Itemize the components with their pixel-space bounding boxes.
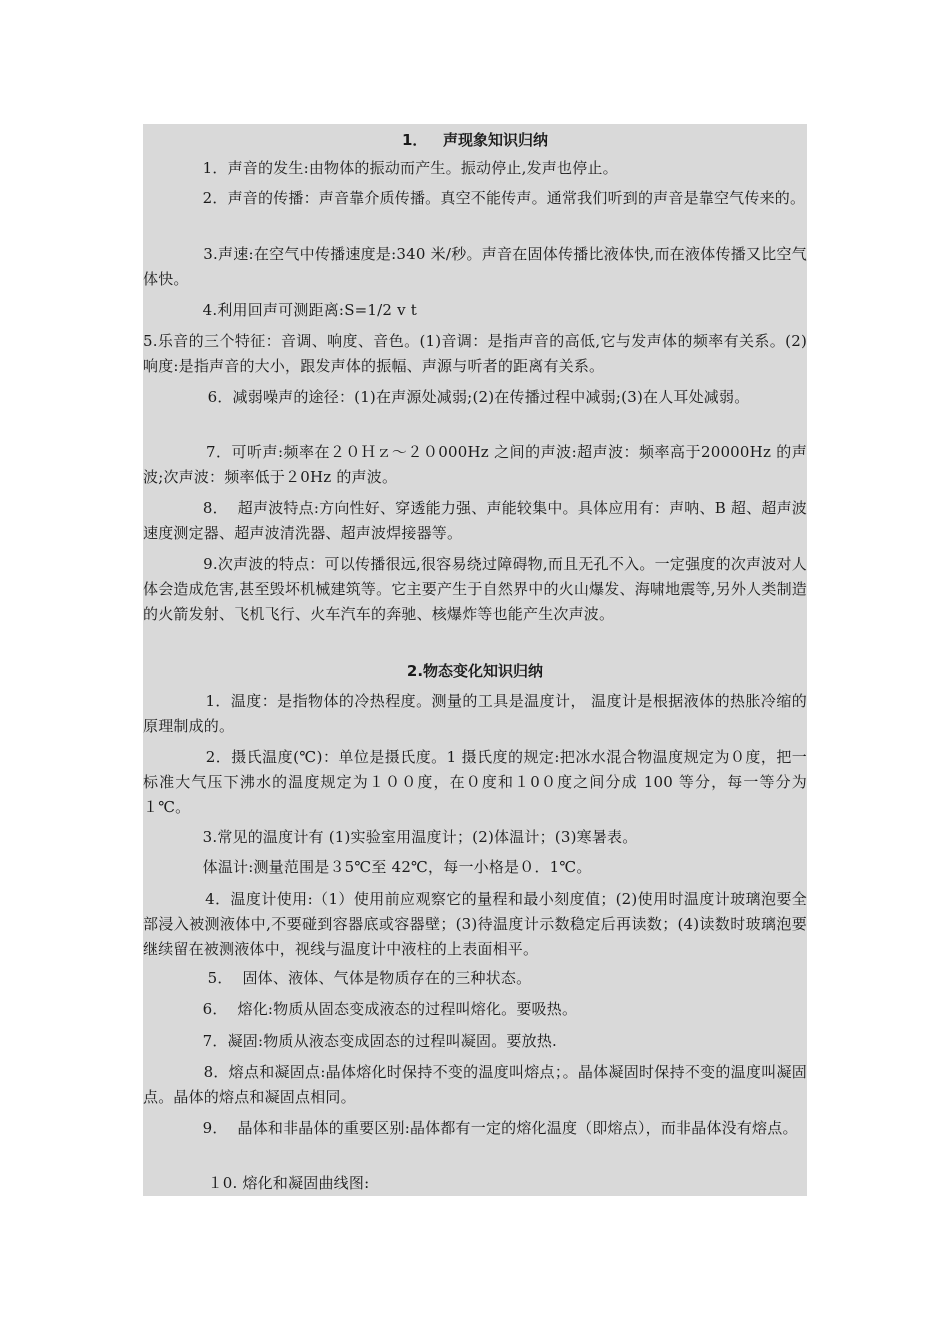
s2-paragraph-9: 8．熔点和凝固点:晶体熔化时保持不变的温度叫熔点；。晶体凝固时保持不变的温度叫凝固点。晶体的熔点和凝固点相同。 — [143, 1063, 807, 1106]
s1-paragraph-2: 2．声音的传播：声音靠介质传播。真空不能传声。通常我们听到的声音是靠空气传来的。 — [143, 189, 806, 207]
document-body — [143, 124, 807, 1196]
s1-paragraph-6: 6．减弱噪声的途径：(1)在声源处减弱;(2)在传播过程中减弱;(3)在人耳处减弱。 — [143, 388, 750, 406]
s1-paragraph-5: 5.乐音的三个特征：音调、响度、音色。(1)音调：是指声音的高低,它与发声体的频率有关系。(2)响度:是指声音的大小，跟发声体的振幅、声源与听者的距离有关系。 — [143, 332, 807, 375]
s1-paragraph-8: 8． 超声波特点:方向性好、穿透能力强、声能较集中。具体应用有：声呐、B 超、超声波速度测定器、超声波清洗器、超声波焊接器等。 — [143, 499, 807, 542]
section-2-heading: 2.物态变化知识归纳 — [406, 662, 544, 680]
s2-paragraph-3: 3.常见的温度计有 (1)实验室用温度计；(2)体温计；(3)寒暑表。 — [143, 828, 638, 846]
s1-paragraph-1: 1．声音的发生:由物体的振动而产生。振动停止,发声也停止。 — [143, 159, 618, 177]
s2-paragraph-5: 4．温度计使用:（1）使用前应观察它的量程和最小刻度值；(2)使用时温度计玻璃泡要全部浸入被测液体中,不要碰到容器底或容器壁；(3)待温度计示数稳定后再读数；(4)读数时玻璃泡要继续留在被测液体中，视线与温度计中液柱的上表面相平。 — [143, 890, 807, 958]
s2-paragraph-7: 6． 熔化:物质从固态变成液态的过程叫熔化。要吸热。 — [143, 1000, 578, 1018]
s2-paragraph-10: 9． 晶体和非晶体的重要区别:晶体都有一定的熔化温度（即熔点），而非晶体没有熔点。 — [143, 1119, 798, 1137]
s2-paragraph-4: 体温计:测量范围是３5℃至 42℃，每一小格是０．1℃。 — [143, 858, 592, 876]
s2-paragraph-2: 2．摄氏温度(℃)：单位是摄氏度。1 摄氏度的规定:把冰水混合物温度规定为０度，把一标准大气压下沸水的温度规定为１００度，在０度和１0０度之间分成 100 等分，每一等分为１℃。 — [143, 748, 808, 816]
s1-paragraph-7: 7．可听声:频率在２０Ｈｚ～２０000Hz 之间的声波:超声波：频率高于20000Hz 的声波;次声波：频率低于２0Hz 的声波。 — [143, 443, 807, 486]
s1-paragraph-9: 9.次声波的特点：可以传播很远,很容易绕过障碍物,而且无孔不入。一定强度的次声波对人体会造成危害,甚至毁坏机械建筑等。它主要产生于自然界中的火山爆发、海啸地震等,另外人类制造的火箭发射、飞机飞行、火车汽车的奔驰、核爆炸等也能产生次声波。 — [143, 555, 807, 623]
s2-paragraph-8: 7．凝固:物质从液态变成固态的过程叫凝固。要放热. — [143, 1032, 557, 1050]
s2-paragraph-6: 5． 固体、液体、气体是物质存在的三种状态。 — [143, 969, 532, 987]
s1-paragraph-4: 4.利用回声可测距离:S=1/2 v t — [143, 301, 418, 319]
s1-paragraph-3: 3.声速:在空气中传播速度是:340 米/秒。声音在固体传播比液体快,而在液体传播又比空气体快。 — [143, 245, 807, 288]
s2-paragraph-1: 1．温度：是指物体的冷热程度。测量的工具是温度计， 温度计是根据液体的热胀冷缩的原理制成的。 — [143, 692, 807, 735]
s2-paragraph-11: １0. 熔化和凝固曲线图: — [143, 1174, 370, 1192]
section-1-heading: 1． 声现象知识归纳 — [401, 131, 549, 149]
